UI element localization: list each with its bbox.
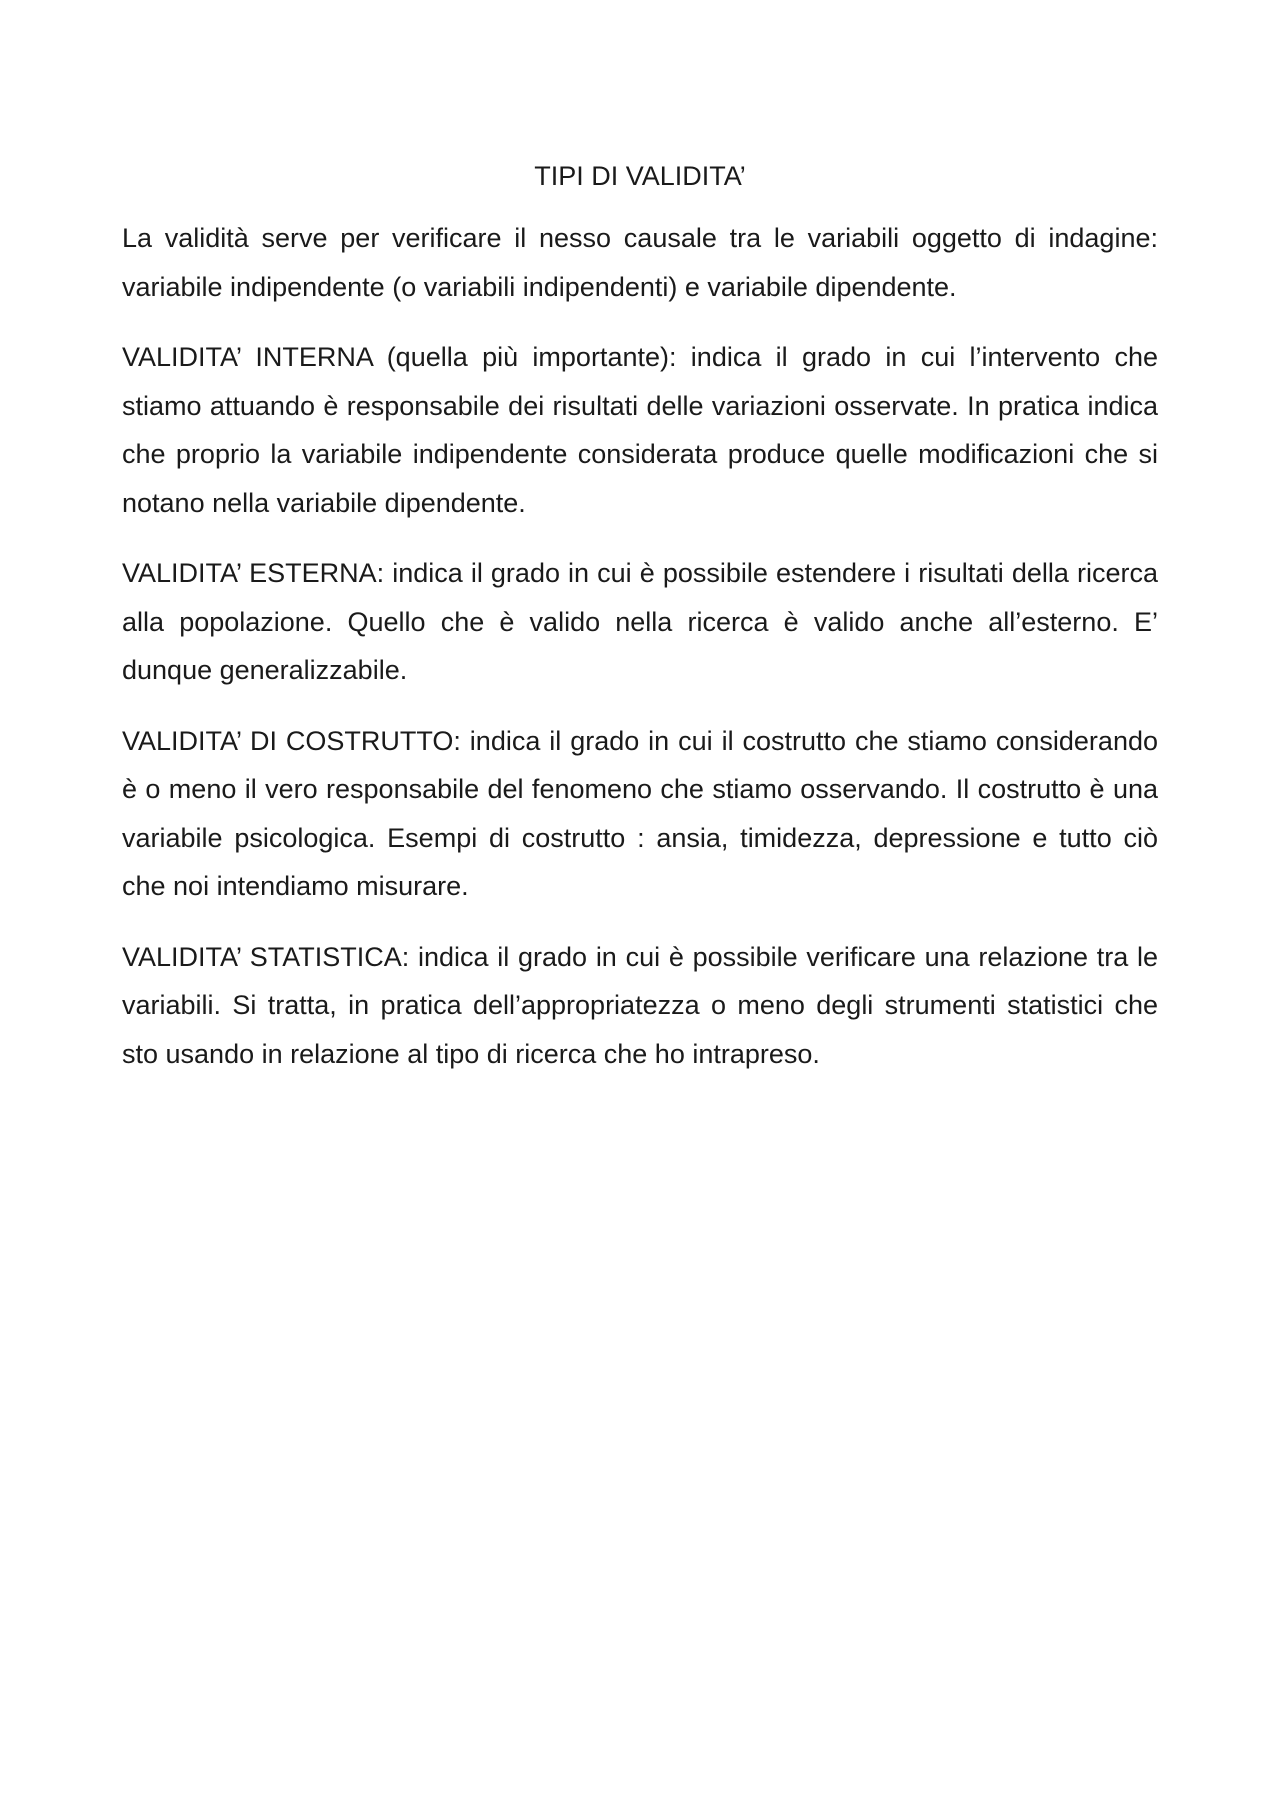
document-body [122,152,1158,1100]
document-title: TIPI DI VALIDITA’ [534,161,746,191]
paragraph-intro: La validità serve per verificare il nesso causale tra le variabili oggetto di indagine: variabile indipendente (o variabili indipendenti) e variabile dipendente. [122,223,1158,302]
paragraph-internal-validity: VALIDITA’ INTERNA (quella più importante): indica il grado in cui l’intervento che stiamo attuando è responsabile dei risultati delle variazioni osservate. In pratica indica che proprio la variabile indipendente considerata produce quelle modificazioni che si notano nella variabile dipendente. [122,342,1158,518]
paragraph-statistical-validity: VALIDITA’ STATISTICA: indica il grado in cui è possibile verificare una relazione tra le variabili. Si tratta, in pratica dell’appropriatezza o meno degli strumenti statistici che sto usando in relazione al tipo di ricerca che ho intrapreso. [122,941,1158,1069]
paragraph-construct-validity: VALIDITA’ DI COSTRUTTO: indica il grado in cui il costrutto che stiamo considerando è o meno il vero responsabile del fenomeno che stiamo osservando. Il costrutto è una variabile psicologica. Esempi di costrutto : ansia, timidezza, depressione e tutto ciò che noi intendiamo misurare. [122,725,1158,901]
paragraph-external-validity: VALIDITA’ ESTERNA: indica il grado in cui è possibile estendere i risultati della ricerca alla popolazione. Quello che è valido nella ricerca è valido anche all’esterno. E’ dunque generalizzabile. [122,558,1158,685]
